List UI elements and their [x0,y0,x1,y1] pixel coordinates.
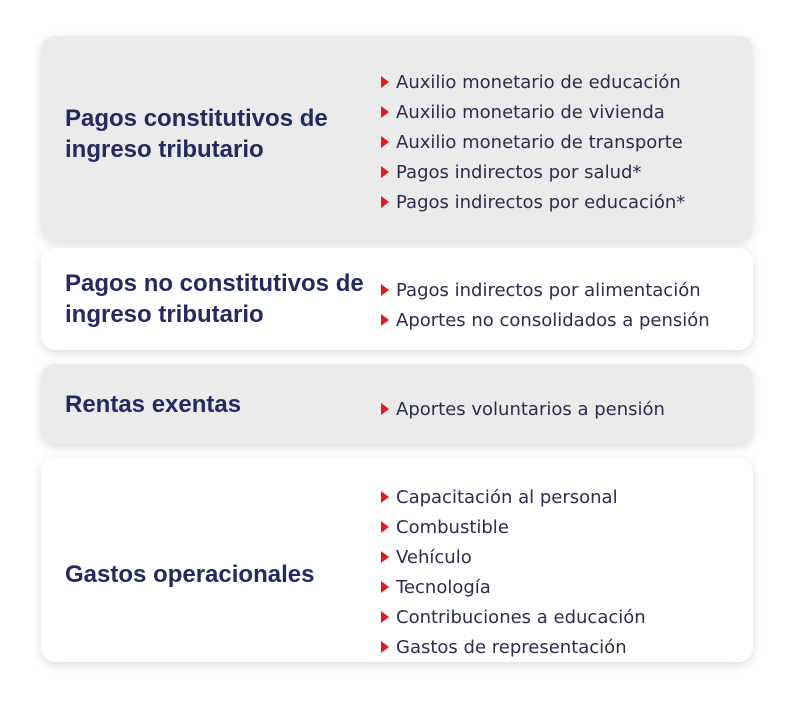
list-item [381,572,646,602]
list-item-label: Aportes voluntarios a pensión [396,398,665,420]
list-item [381,482,646,512]
section-card-rentas-exentas [41,364,753,444]
list-item-label: Auxilio monetario de vivienda [396,101,665,123]
list-item-label: Capacitación al personal [396,486,618,508]
list-item [381,632,646,662]
section-card-gastos-operacionales [41,458,753,662]
section-title: Pagos no constitutivos de ingreso tributario [65,270,364,328]
list-item-label: Auxilio monetario de educación [396,71,681,93]
section-card-pagos-constitutivos [41,36,753,240]
bullet-icon [381,551,389,563]
bullet-icon [381,641,389,653]
list-item-label: Auxilio monetario de transporte [396,131,683,153]
list-item-label: Combustible [396,516,509,538]
list-item-label: Pagos indirectos por educación* [396,191,686,213]
bullet-icon [381,491,389,503]
list-item-label: Tecnología [396,576,491,598]
bullet-icon [381,611,389,623]
list-item [381,542,646,572]
item-list [381,275,710,335]
list-item-label: Gastos de representación [396,636,627,658]
bullet-icon [381,196,389,208]
bullet-icon [381,76,389,88]
list-item-label: Contribuciones a educación [396,606,646,628]
section-card-pagos-no-constitutivos [41,248,753,350]
bullet-icon [381,136,389,148]
list-item-label: Aportes no consolidados a pensión [396,309,710,331]
list-item-label: Vehículo [396,546,472,568]
section-title: Rentas exentas [65,391,242,418]
bullet-icon [381,284,389,296]
list-item [381,305,710,335]
item-list [381,482,646,662]
section-title: Pagos constitutivos de ingreso tributario [65,105,328,163]
list-item [381,187,685,217]
bullet-icon [381,314,389,326]
bullet-icon [381,106,389,118]
list-item [381,67,685,97]
list-item [381,512,646,542]
list-item [381,157,685,187]
list-item [381,127,685,157]
bullet-icon [381,521,389,533]
list-item [381,275,710,305]
list-item-label: Pagos indirectos por salud* [396,161,642,183]
section-title: Gastos operacionales [65,561,315,588]
bullet-icon [381,166,389,178]
bullet-icon [381,581,389,593]
list-item [381,394,665,424]
list-item [381,97,685,127]
item-list [381,67,685,217]
item-list [381,394,665,424]
bullet-icon [381,403,389,415]
list-item-label: Pagos indirectos por alimentación [396,279,701,301]
list-item [381,602,646,632]
